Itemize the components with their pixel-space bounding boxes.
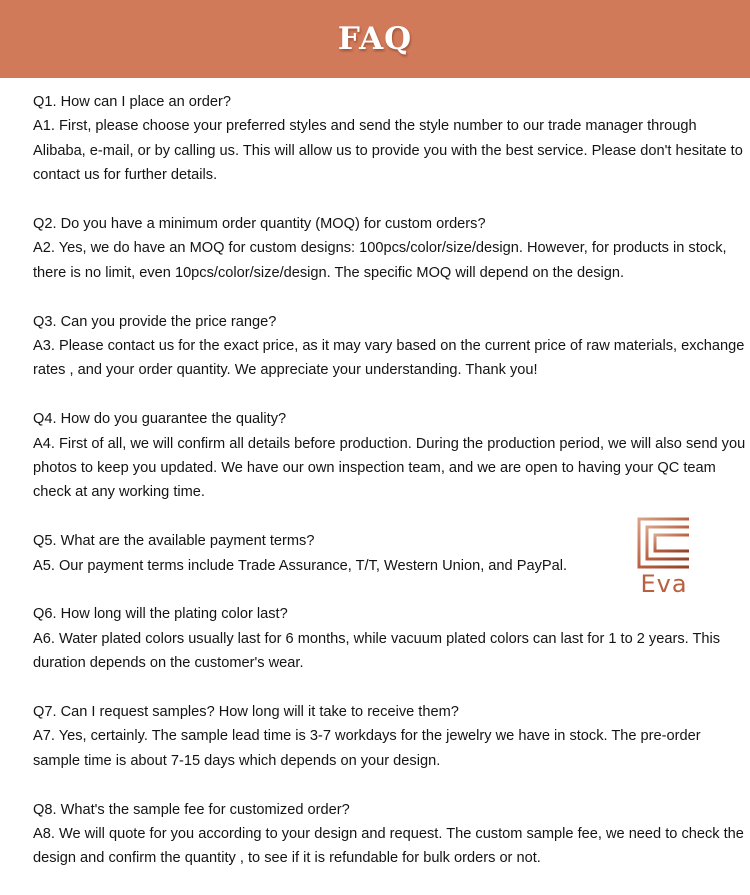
question: Q8. What's the sample fee for customized order? [33,801,350,818]
faq-item-1 [33,90,750,188]
answer: A1. First, please choose your preferred styles and send the style number to our trade manager through Alibaba, e-mail, or by calling us. This will allow us to provide you with the best service. Please don't hesitate to contact us for further details. [33,118,743,184]
faq-item-2 [33,212,750,285]
answer: A8. We will quote for you according to your design and request. The custom sample fee, we need to check the design and confirm the quantity , to see if it is refundable for bulk orders or not. [33,826,744,867]
question: Q5. What are the available payment terms? [33,533,315,550]
answer: A5. Our payment terms include Trade Assurance, T/T, Western Union, and PayPal. [33,557,568,574]
answer: A6. Water plated colors usually last for 6 months, while vacuum plated colors can last for 1 to 2 years. This duration depends on the customer's wear. [33,630,721,672]
eva-logo [633,515,695,603]
page-title: FAQ [337,21,413,57]
answer: A2. Yes, we do have an MOQ for custom designs: 100pcs/color/size/design. However, for products in stock, there is no limit, even 10pcs/color/size/design. The specific MOQ will depend on the design. [33,240,727,281]
question: Q4. How do you guarantee the quality? [33,411,287,428]
answer: A3. Please contact us for the exact price, as it may vary based on the current price of raw materials, exchange rates , and your order quantity. We appreciate your understanding. Thank you! [33,338,745,379]
answer: A7. Yes, certainly. The sample lead time is 3-7 workdays for the jewelry we have in stock. The pre-order sample time is about 7-15 days which depends on your design. [33,728,701,769]
faq-item-4 [33,407,750,505]
question: Q2. Do you have a minimum order quantity (MOQ) for custom orders? [33,216,486,233]
question: Q6. How long will the plating color last? [33,606,288,623]
faq-item-3 [33,310,750,383]
faq-banner [0,0,750,78]
faq-list [33,90,750,895]
question: Q1. How can I place an order? [33,94,231,110]
eva-logo-mark-icon [633,515,695,571]
brand-name: Eva [640,570,688,598]
faq-item-6 [33,602,750,675]
faq-item-8 [33,798,750,871]
question: Q7. Can I request samples? How long will it take to receive them? [33,704,459,721]
faq-item-7 [33,700,750,773]
question: Q3. Can you provide the price range? [33,313,277,330]
answer: A4. First of all, we will confirm all details before production. During the production period, we will also send you photos to keep you updated. We have our own inspection team, and we are open to having your QC team check at any working time. [33,435,746,501]
